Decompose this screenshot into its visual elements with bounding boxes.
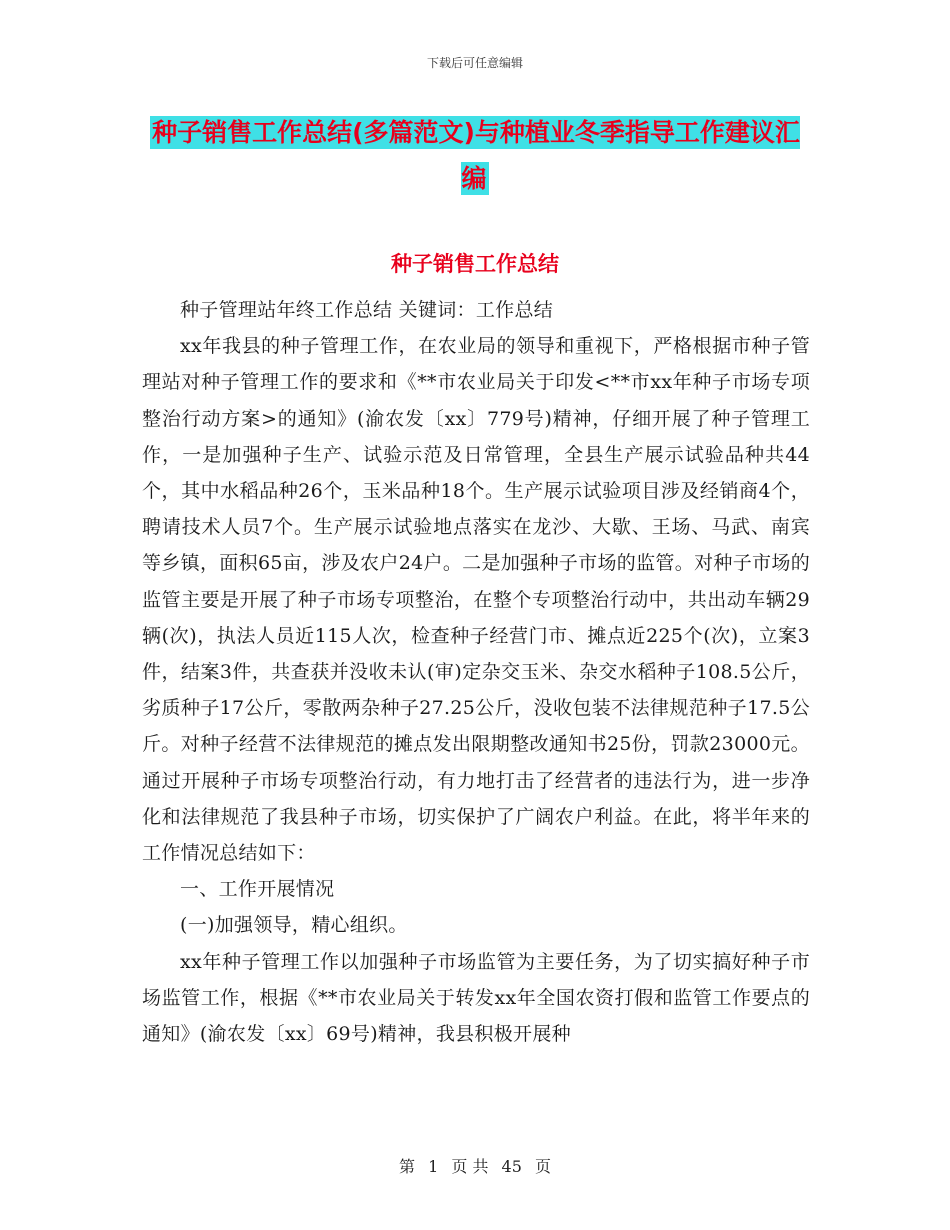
paragraph-heading-1: 一、工作开展情况 xyxy=(180,878,335,901)
document-title-text: 种子销售工作总结(多篇范文)与种植业冬季指导工作建议汇编 xyxy=(152,118,800,193)
footer-mid: 页 共 xyxy=(451,1157,489,1176)
footer-page-number: 1 xyxy=(428,1157,439,1176)
footer-suffix: 页 xyxy=(535,1157,552,1176)
footer-prefix: 第 xyxy=(398,1157,415,1176)
section-title: 种子销售工作总结 xyxy=(391,252,559,276)
body-text xyxy=(142,292,810,1052)
footer-total-pages: 45 xyxy=(501,1157,522,1176)
paragraph-summary: xx年我县的种子管理工作，在农业局的领导和重视下，严格根据市种子管理站对种子管理工作的要求和《**市农业局关于印发<**市xx年种子市场专项整治行动方案>的通知》(渝农发〔xx〕779号)精神，仔细开展了种子管理工作，一是加强种子生产、试验示范及日常管理，全县生产展示试验品种共44个，其中水稻品种26个，玉米品种18个。生产展示试验项目涉及经销商4个，聘请技术人员7个。生产展示试验地点落实在龙沙、大歇、王场、马武、南宾等乡镇，面积65亩，涉及农户24户。二是加强种子市场的监管。对种子市场的监管主要是开展了种子市场专项整治，在整个专项整治行动中，共出动车辆29 辆(次)，执法人员近115人次，检查种子经营门市、摊点近225个(次)，立案3件，结案3件，共查获并没收未认(审)定杂交玉米、杂交水稻种子108.5公斤，劣质种子17公斤，零散两杂种子27.25公斤，没收包装不法律规范种子17.5公斤。对种子经营不法律规范的摊点发出限期整改通知书25份，罚款23000元。通过开展种子市场专项整治行动，有力地打击了经营者的违法行为，进一步净化和法律规范了我县种子市场，切实保护了广阔农户利益。在此，将半年来的工作情况总结如下： xyxy=(142,335,810,865)
document-title xyxy=(140,110,810,202)
paragraph-body-2: xx年种子管理工作以加强种子市场监管为主要任务，为了切实搞好种子市场监管工作，根据《**市农业局关于转发xx年全国农资打假和监管工作要点的通知》(渝农发〔xx〕69号)精神，我县积极开展种 xyxy=(142,950,810,1046)
header-note: 下载后可任意编辑 xyxy=(426,56,523,70)
paragraph-subheading-1: (一)加强领导，精心组织。 xyxy=(180,914,408,937)
paragraph-keywords: 种子管理站年终工作总结 关键词：工作总结 xyxy=(180,299,554,321)
page-footer xyxy=(0,1154,950,1177)
